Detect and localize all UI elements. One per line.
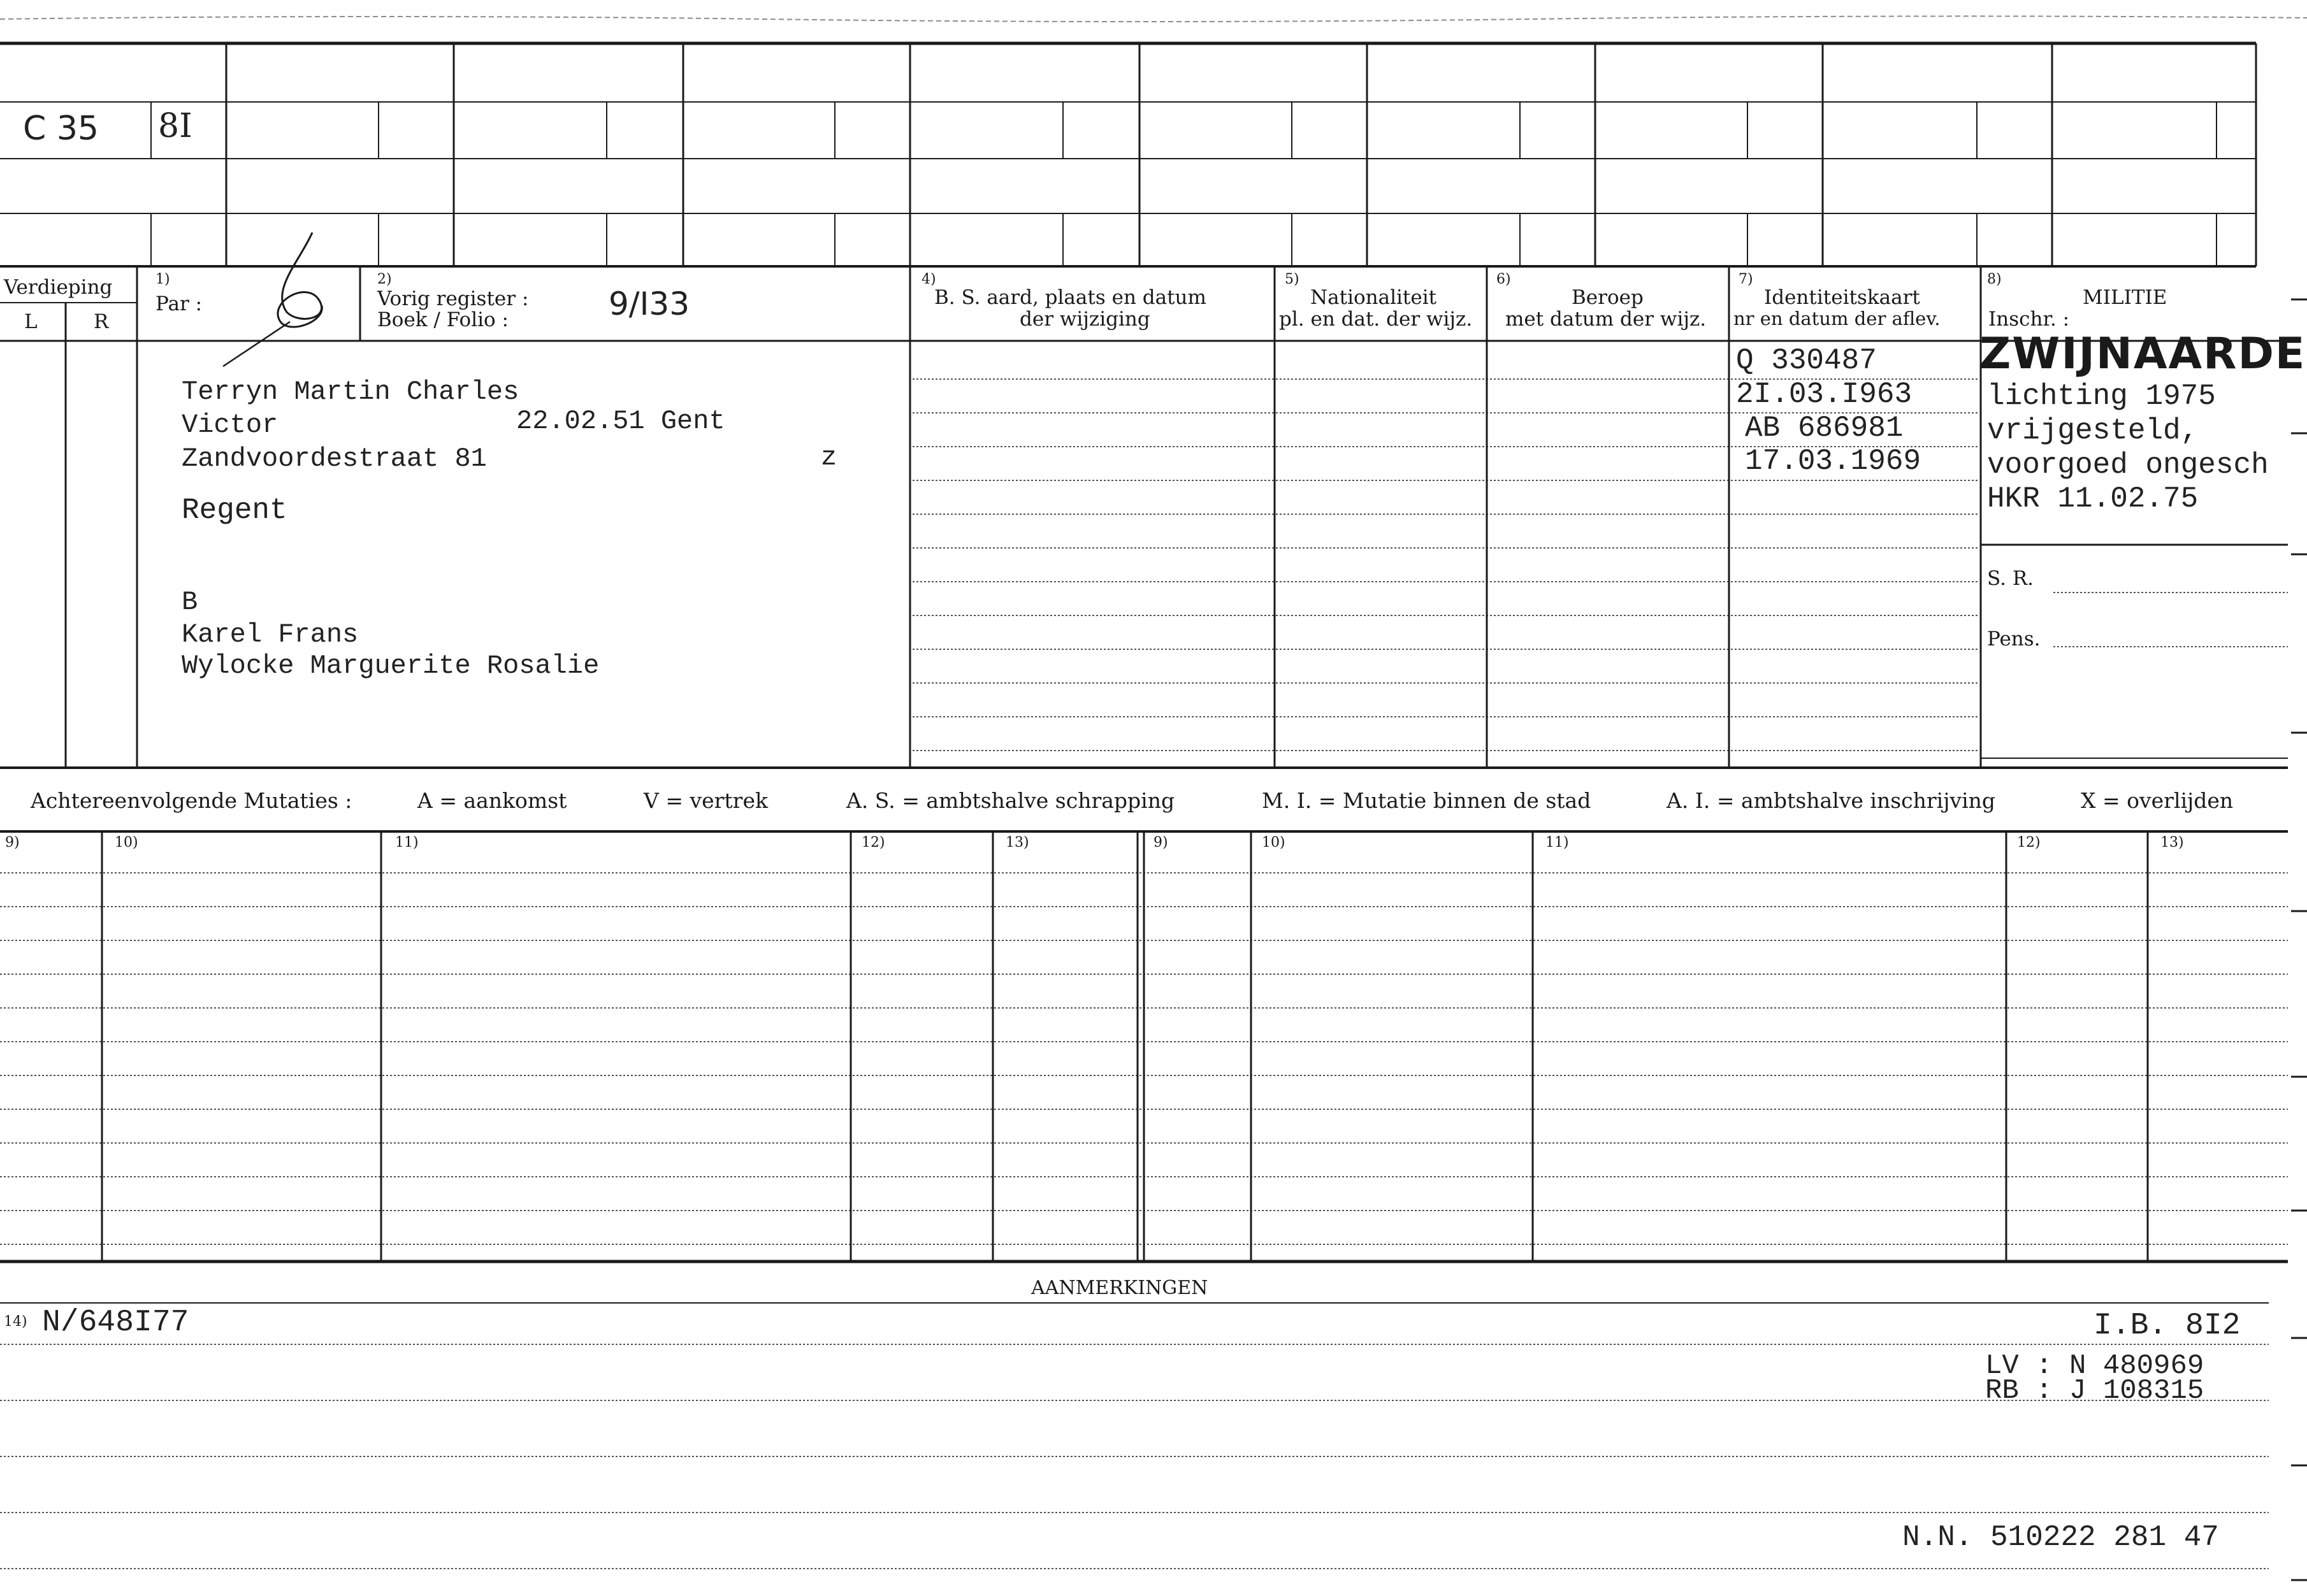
- verdieping-left: L: [24, 310, 38, 333]
- top-code: C 35: [23, 110, 99, 148]
- remarks-rb: RB : J 108315: [1985, 1375, 2204, 1407]
- militie-sr-label: S. R.: [1987, 567, 2034, 590]
- mut-header-12b: 12): [2017, 835, 2041, 851]
- mut-header-10b: 10): [1262, 835, 1285, 851]
- mut-header-13b: 13): [2160, 835, 2184, 851]
- identity-line-2: 2I.03.I963: [1736, 378, 1913, 411]
- boek-folio-label: Boek / Folio :: [377, 308, 509, 331]
- legend-x: X = overlijden: [2081, 788, 2234, 813]
- mut-header-12a: 12): [862, 835, 885, 851]
- remarks-value: N/648I77: [42, 1305, 189, 1340]
- mut-header-10a: 10): [115, 835, 138, 851]
- col7-num: 7): [1739, 271, 1753, 287]
- par-signature: [278, 233, 322, 327]
- col7-header-line2: nr en datum der aflev.: [1733, 308, 1941, 329]
- militie-header: MILITIE: [2083, 286, 2167, 309]
- person-second-name: Victor: [182, 410, 278, 440]
- col6-num: 6): [1496, 271, 1511, 287]
- col8-num: 8): [1987, 271, 2002, 287]
- vorig-register-value: 9/I33: [609, 285, 690, 322]
- col6-header-line1: Beroep: [1572, 286, 1644, 309]
- par-num: 1): [155, 271, 170, 287]
- militie-line-1: lichting 1975: [1987, 380, 2216, 413]
- col4-header-line2: der wijziging: [1020, 308, 1150, 331]
- remarks-lv: LV : N 480969: [1985, 1350, 2204, 1382]
- col7-header-line1: Identiteitskaart: [1764, 286, 1920, 309]
- verdieping-label: Verdieping: [4, 276, 113, 299]
- person-mother: Wylocke Marguerite Rosalie: [182, 651, 600, 681]
- mut-header-9a: 9): [5, 835, 20, 851]
- person-marker: z: [821, 442, 837, 473]
- remarks-nn: N.N. 510222 281 47: [1902, 1521, 2219, 1554]
- person-father: Karel Frans: [182, 619, 359, 650]
- col6-header-line2: met datum der wijz.: [1505, 308, 1707, 331]
- person-birth: 22.02.51 Gent: [516, 406, 725, 436]
- legend-a: A = aankomst: [417, 788, 567, 813]
- person-profession: Regent: [182, 494, 287, 527]
- mut-header-13a: 13): [1006, 835, 1029, 851]
- person-name: Terryn Martin Charles: [182, 377, 519, 407]
- verdieping-right: R: [94, 310, 109, 333]
- legend-v: V = vertrek: [644, 788, 768, 813]
- militie-pens-label: Pens.: [1987, 628, 2041, 651]
- identity-line-1: Q 330487: [1736, 344, 1877, 377]
- identity-line-3: AB 686981: [1745, 412, 1904, 445]
- mut-header-11b: 11): [1545, 835, 1569, 851]
- col4-num: 4): [922, 271, 936, 287]
- vorig-register-label: Vorig register :: [377, 287, 529, 310]
- identity-line-4: 17.03.1969: [1745, 445, 1921, 478]
- remarks-num: 14): [4, 1314, 27, 1330]
- legend-ai: A. I. = ambtshalve inschrijving: [1667, 788, 1996, 813]
- col4-header-line1: B. S. aard, plaats en datum: [934, 286, 1206, 309]
- col5-header-line2: pl. en dat. der wijz.: [1279, 308, 1473, 331]
- remarks-title: AANMERKINGEN: [1031, 1277, 1208, 1299]
- vorig-num: 2): [377, 271, 392, 287]
- mut-header-9b: 9): [1154, 835, 1168, 851]
- par-label: Par :: [155, 292, 203, 315]
- remarks-ib: I.B. 8I2: [2094, 1309, 2241, 1343]
- militie-line-2: vrijgesteld,: [1987, 414, 2199, 447]
- col5-header-line1: Nationaliteit: [1310, 286, 1437, 309]
- legend-mi: M. I. = Mutatie binnen de stad: [1262, 788, 1591, 813]
- militie-inschr-label: Inschr. :: [1988, 308, 2070, 331]
- person-status: B: [182, 587, 198, 617]
- legend-title: Achtereenvolgende Mutaties :: [31, 788, 352, 813]
- militie-line-3: voorgoed ongesch: [1987, 449, 2269, 482]
- militie-stamp: ZWIJNAARDE: [1979, 329, 2306, 379]
- col5-num: 5): [1285, 271, 1299, 287]
- person-address: Zandvoordestraat 81: [182, 443, 487, 474]
- top-number: 8I: [158, 107, 192, 145]
- mut-header-11a: 11): [395, 835, 419, 851]
- militie-line-4: HKR 11.02.75: [1987, 482, 2199, 515]
- legend-as: A. S. = ambtshalve schrapping: [846, 788, 1175, 813]
